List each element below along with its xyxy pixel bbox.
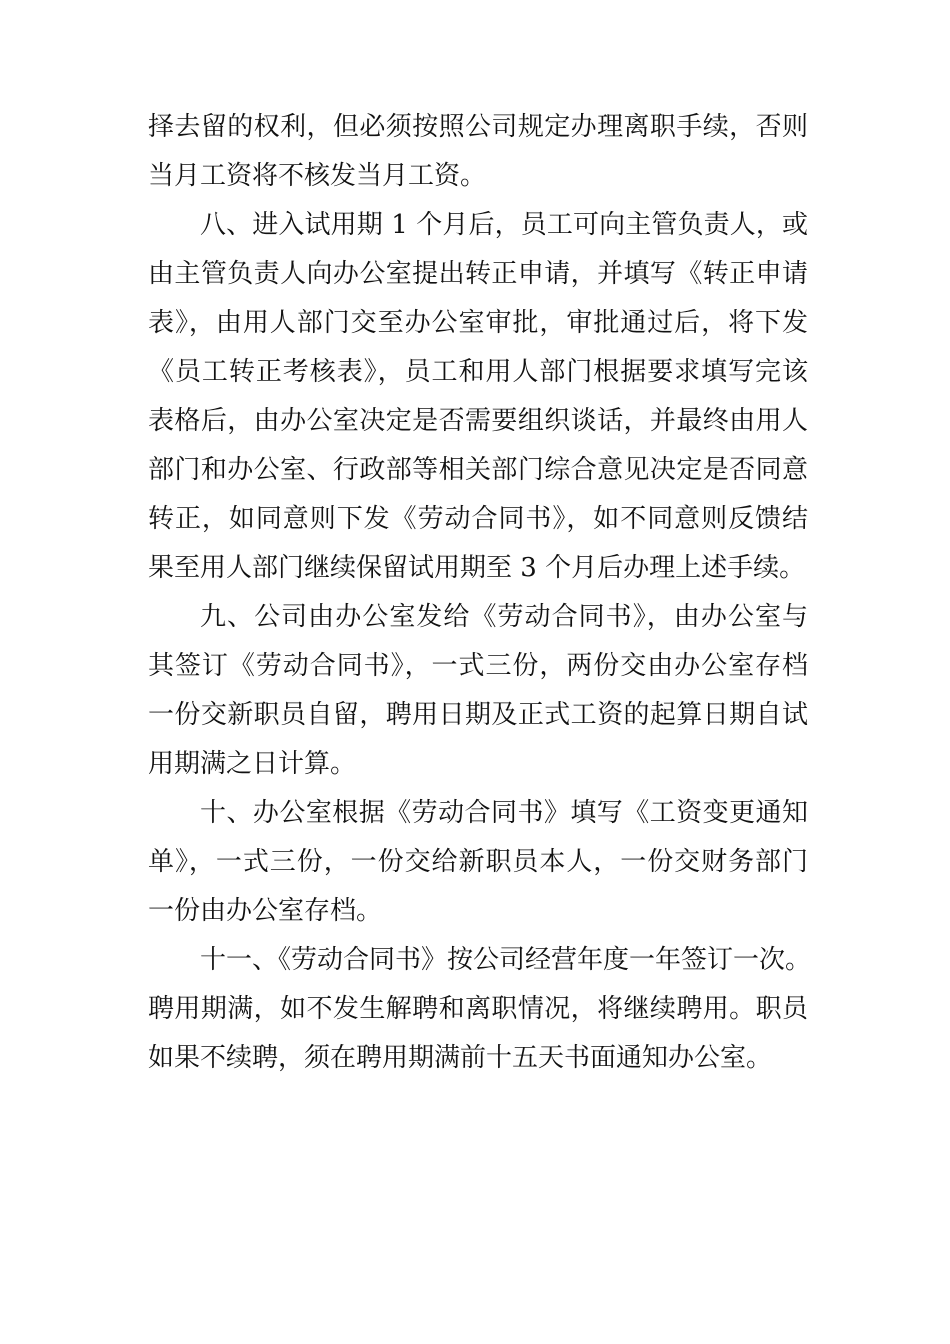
- text-line: 九、公司由办公室发给《劳动合同书》，由办公室与: [200, 602, 808, 632]
- paragraph-eight: [148, 201, 808, 593]
- paragraph-nine: [148, 593, 808, 789]
- text-line: 一份交新职员自留，聘用日期及正式工资的起算日期自试: [148, 700, 808, 730]
- document-body: [148, 103, 812, 1083]
- text-line: 《员工转正考核表》，员工和用人部门根据要求填写完该: [148, 357, 808, 387]
- text-line: 如果不续聘，须在聘用期满前十五天书面通知办公室。: [148, 1043, 773, 1073]
- text-line: 表格后，由办公室决定是否需要组织谈话，并最终由用人: [148, 406, 808, 436]
- text-line: 转正，如同意则下发《劳动合同书》，如不同意则反馈结: [148, 504, 808, 534]
- text-line: 十一、《劳动合同书》按公司经营年度一年签订一次。: [200, 945, 812, 975]
- paragraph-continuation: [148, 103, 808, 201]
- text-line: 择去留的权利，但必须按照公司规定办理离职手续，否则: [148, 112, 808, 142]
- text-line: 十、办公室根据《劳动合同书》填写《工资变更通知: [200, 798, 808, 828]
- text-line: 单》，一式三份，一份交给新职员本人，一份交财务部门: [148, 847, 808, 877]
- text-line: 其签订《劳动合同书》，一式三份，两份交由办公室存档: [148, 651, 808, 681]
- text-line: 当月工资将不核发当月工资。: [148, 161, 487, 191]
- text-line: 一份由办公室存档。: [148, 896, 383, 926]
- text-line: 由主管负责人向办公室提出转正申请，并填写《转正申请: [148, 259, 808, 289]
- text-line: 聘用期满，如不发生解聘和离职情况，将继续聘用。职员: [148, 994, 808, 1024]
- text-line: 果至用人部门继续保留试用期至 3 个月后办理上述手续。: [148, 553, 806, 583]
- paragraph-eleven: [148, 936, 812, 1083]
- text-line: 部门和办公室、行政部等相关部门综合意见决定是否同意: [148, 455, 808, 485]
- text-line: 用期满之日计算。: [148, 749, 357, 779]
- text-line: 表》，由用人部门交至办公室审批，审批通过后，将下发: [148, 308, 808, 338]
- paragraph-ten: [148, 789, 808, 936]
- text-line: 八、进入试用期 1 个月后，员工可向主管负责人，或: [200, 210, 808, 240]
